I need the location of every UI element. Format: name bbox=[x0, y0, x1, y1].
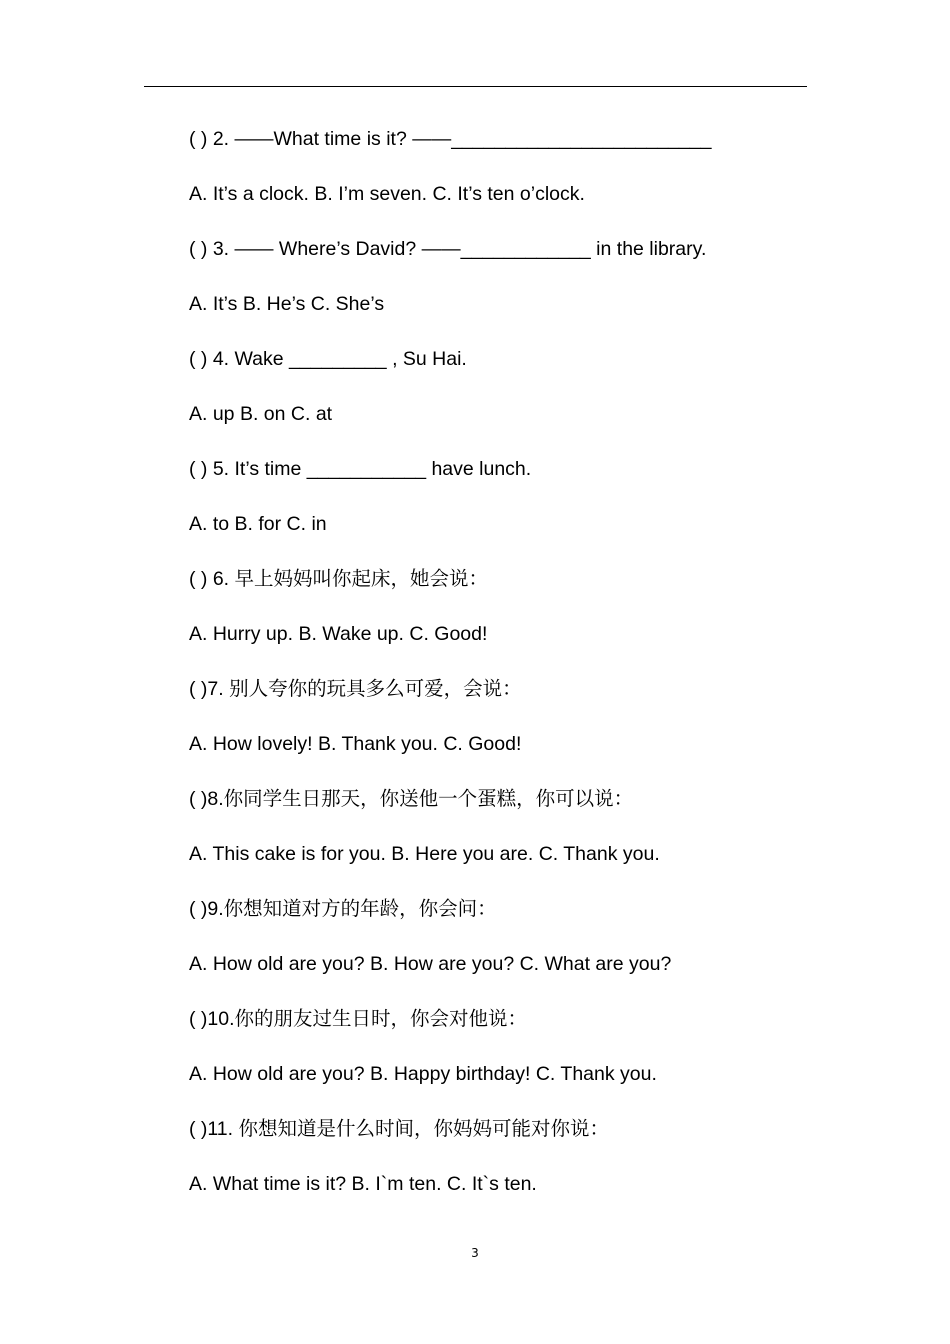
question-8-prompt: ( )8.你同学生日那天，你送他一个蛋糕，你可以说： bbox=[189, 788, 634, 810]
question-4-prompt: ( ) 4. Wake _________ , Su Hai. bbox=[189, 348, 467, 370]
question-9-options: A. How old are you? B. How are you? C. What are you? bbox=[189, 953, 672, 975]
question-2-options: A. It’s a clock. B. I’m seven. C. It’s ten o’clock. bbox=[189, 183, 585, 205]
question-11-prompt: ( )11. 你想知道是什么时间，你妈妈可能对你说： bbox=[189, 1118, 609, 1140]
question-10-prompt: ( )10.你的朋友过生日时，你会对他说： bbox=[189, 1008, 528, 1030]
question-10-options: A. How old are you? B. Happy birthday! C. Thank you. bbox=[189, 1063, 657, 1085]
question-8-options: A. This cake is for you. B. Here you are. C. Thank you. bbox=[189, 843, 660, 865]
question-11-options: A. What time is it? B. I`m ten. C. It`s ten. bbox=[189, 1173, 537, 1195]
question-9-prompt: ( )9.你想知道对方的年龄，你会问： bbox=[189, 898, 497, 920]
question-list bbox=[189, 124, 829, 1224]
question-5-options: A. to B. for C. in bbox=[189, 513, 327, 535]
header-rule bbox=[144, 86, 807, 87]
question-4-options: A. up B. on C. at bbox=[189, 403, 333, 425]
page-number: 3 bbox=[471, 1246, 479, 1260]
question-3-options: A. It’s B. He’s C. She’s bbox=[189, 293, 385, 315]
question-7-prompt: ( )7. 别人夸你的玩具多么可爱，会说： bbox=[189, 678, 522, 700]
question-7-options: A. How lovely! B. Thank you. C. Good! bbox=[189, 733, 522, 755]
question-6-prompt: ( ) 6. 早上妈妈叫你起床，她会说： bbox=[189, 568, 489, 590]
question-6-options: A. Hurry up. B. Wake up. C. Good! bbox=[189, 623, 488, 645]
question-5-prompt: ( ) 5. It’s time ___________ have lunch. bbox=[189, 458, 532, 480]
question-2-prompt: ( ) 2. ——What time is it? ——________________________ bbox=[189, 128, 712, 150]
question-3-prompt: ( ) 3. —— Where’s David? ——____________ in the library. bbox=[189, 238, 707, 260]
